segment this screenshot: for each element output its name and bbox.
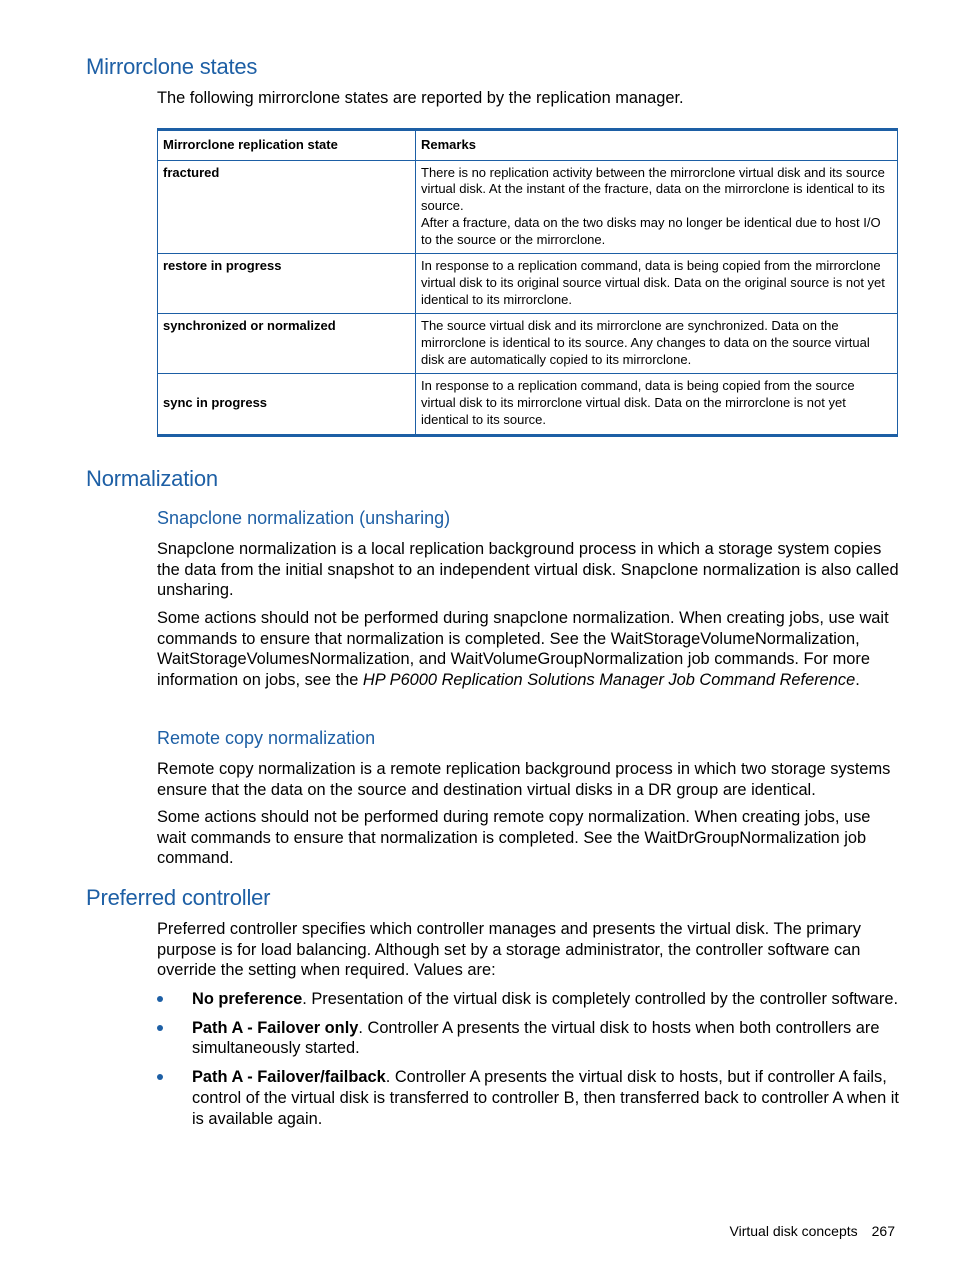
remote-paragraph-2: Some actions should not be performed during remote copy normalization. When creating jobs, use wait commands to ensure that normalization is completed. See the WaitDrGroupNormalization job command. <box>157 808 871 868</box>
remarks-cell <box>416 254 898 314</box>
table-header-remarks: Remarks <box>416 130 898 161</box>
subheading-snapclone-normalization: Snapclone normalization (unsharing) <box>157 508 451 528</box>
remarks-text: The source virtual disk and its mirrorclone are synchronized. Data on the mirrorclone is identical to its source. Any changes to data on the source virtual disk are automatically copied to its mirrorclone. <box>421 318 870 367</box>
table-header-row <box>158 130 898 161</box>
list-item-text: . Presentation of the virtual disk is completely controlled by the controller software. <box>302 990 899 1008</box>
remarks-text: After a fracture, data on the two disks may no longer be identical due to host I/O to the source or the mirrorclone. <box>421 214 881 247</box>
bullet-icon <box>157 1025 163 1031</box>
state-cell: sync in progress <box>158 374 416 435</box>
table-header-state: Mirrorclone replication state <box>158 130 416 161</box>
list-item <box>157 1018 899 1059</box>
snapclone-p2-end: . <box>855 671 860 690</box>
list-item-text: . Controller A presents the virtual disk to hosts when both controllers are simultaneously started. <box>192 1018 880 1058</box>
remarks-text: There is no replication activity between the mirrorclone virtual disk and its source virtual disk. At the instant of the fracture, data on the mirrorclone is identical to its source. <box>421 164 885 214</box>
table-row <box>158 314 898 374</box>
state-cell: restore in progress <box>158 254 416 314</box>
document-reference: HP P6000 Replication Solutions Manager Job Command Reference <box>362 671 856 690</box>
remarks-cell <box>416 374 898 435</box>
section-heading-mirrorclone-states: Mirrorclone states <box>86 54 258 79</box>
bullet-icon <box>157 996 163 1002</box>
list-item-term: Path A - Failover only <box>192 1018 359 1037</box>
remarks-cell <box>416 160 898 254</box>
preferred-values-list <box>157 989 899 1137</box>
list-item-text: . Controller A presents the virtual disk to hosts, but if controller A fails, control of the virtual disk is transferred to controller B, then transferred back to controller A when it is available again. <box>192 1068 899 1128</box>
table-row <box>158 374 898 435</box>
page-footer <box>730 1223 896 1239</box>
remote-paragraph-1: Remote copy normalization is a remote replication background process in which two storage systems ensure that the data on the source and destination virtual disks in a DR group are identical. <box>157 760 891 799</box>
bullet-icon <box>157 1074 163 1080</box>
list-item-term: Path A - Failover/failback <box>192 1068 386 1087</box>
section-heading-preferred-controller: Preferred controller <box>86 885 271 910</box>
list-item-term: No preference <box>192 990 303 1008</box>
mirrorclone-states-table <box>157 128 898 437</box>
remarks-text: In response to a replication command, data is being copied from the source virtual disk to its mirrorclone virtual disk. Data on the mirrorclone is not yet identical to its source. <box>421 378 855 427</box>
remarks-cell <box>416 314 898 374</box>
footer-section-title: Virtual disk concepts <box>729 1223 858 1239</box>
table-row <box>158 254 898 314</box>
mirrorclone-intro: The following mirrorclone states are reported by the replication manager. <box>157 89 684 107</box>
section-heading-normalization: Normalization <box>86 466 218 491</box>
preferred-intro: Preferred controller specifies which controller manages and presents the virtual disk. The primary purpose is for load balancing. Although set by a storage administrator, the controller software can override the setting when required. Values are: <box>157 920 861 980</box>
remarks-text: In response to a replication command, data is being copied from the mirrorclone virtual disk to its original source virtual disk. Data on the original source is not yet identical to its mirrorclone. <box>421 258 885 307</box>
snapclone-paragraph-2 <box>157 608 899 691</box>
subheading-remote-copy-normalization: Remote copy normalization <box>157 728 376 748</box>
page-number: 267 <box>871 1223 895 1239</box>
list-item <box>157 989 899 1010</box>
state-cell: fractured <box>158 160 416 254</box>
list-item <box>157 1067 899 1129</box>
snapclone-p2-text: Some actions should not be performed during snapclone normalization. When creating jobs, use wait commands to ensure that normalization is completed. See the WaitStorageVolumeNormalization, WaitStorageVolumesNormalization, and WaitVolumeGroupNormalization job commands. For more information on jobs, see the <box>157 609 889 690</box>
state-cell: synchronized or normalized <box>158 314 416 374</box>
snapclone-paragraph-1: Snapclone normalization is a local replication background process in which a storage system copies the data from the initial snapshot to an independent virtual disk. Snapclone normalization is also called unsharing. <box>157 540 899 600</box>
table-row <box>158 160 898 254</box>
